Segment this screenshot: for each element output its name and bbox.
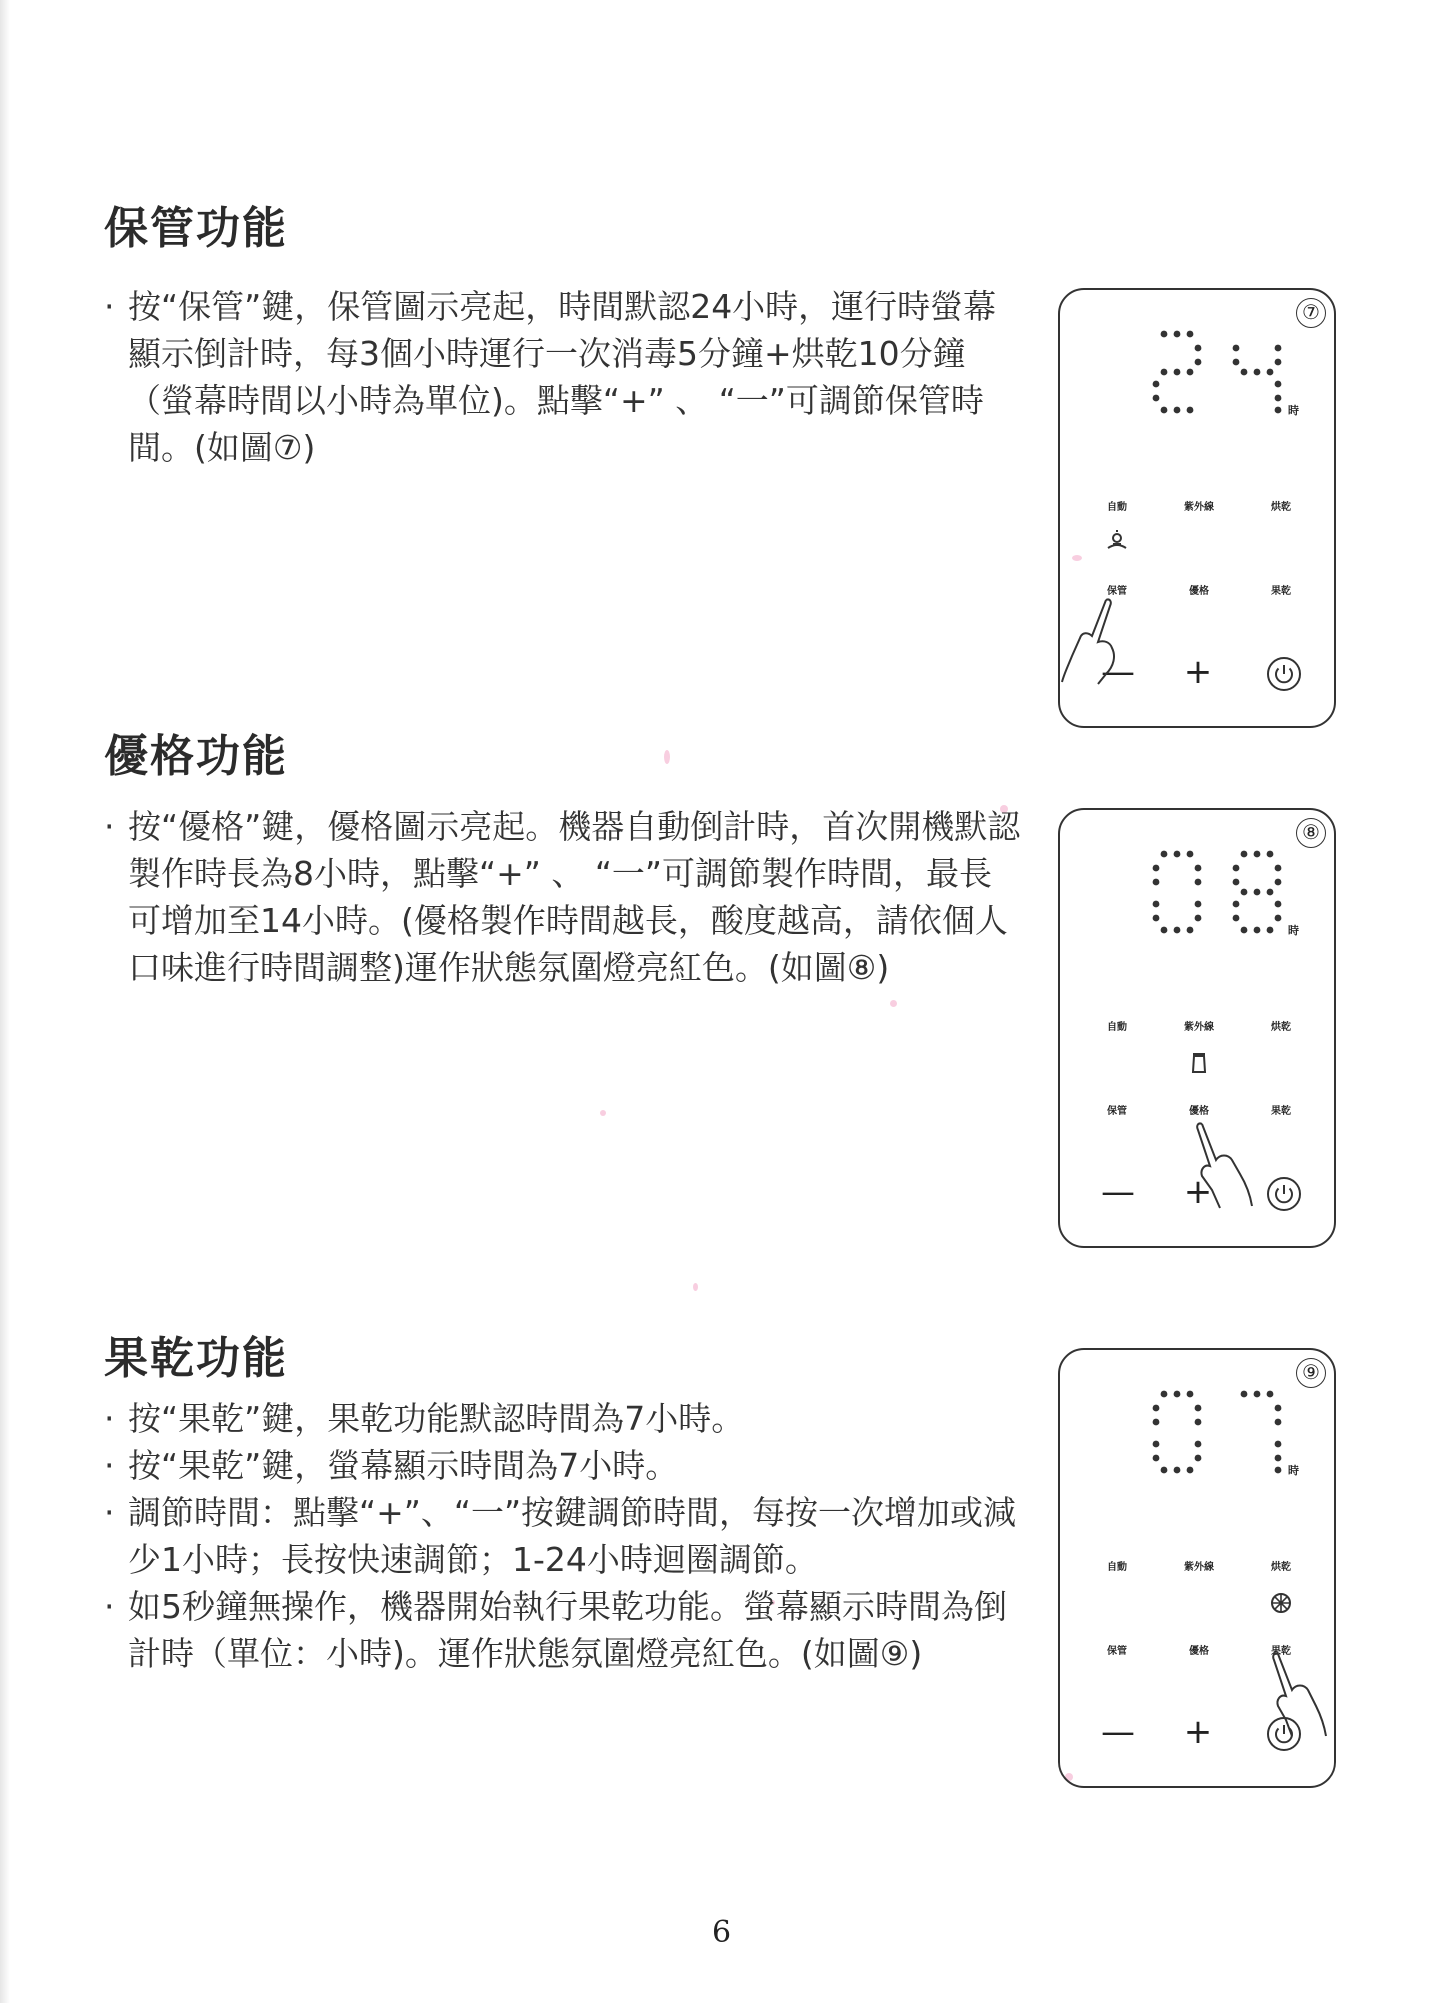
control-panel-fig9 [1058,1348,1336,1788]
yogurt-label[interactable]: 優格 [1189,1646,1209,1657]
power-button[interactable] [1266,656,1302,692]
dried-fruit-label[interactable]: 果乾 [1271,1106,1291,1117]
finger-pointer-icon [1268,1650,1338,1740]
ink-stain [664,750,670,764]
ink-stain [600,1110,606,1116]
storage-label[interactable]: 保管 [1107,586,1127,597]
section-text-dried-fruit [104,1395,1024,1677]
section-text-yogurt [104,803,1024,991]
section-title-storage: 保管功能 [104,203,288,254]
dry-label[interactable]: 烘乾 [1271,502,1291,513]
storage-label[interactable]: 保管 [1107,1106,1127,1117]
dried-fruit-label[interactable]: 果乾 [1271,586,1291,597]
hour-unit-label: 時 [1288,1464,1299,1477]
minus-button[interactable]: — [1101,652,1135,692]
control-panel-fig8 [1058,808,1336,1248]
bullet-item: · 如5秒鐘無操作，機器開始執行果乾功能。螢幕顯示時間為倒計時（單位：小時)。運作狀態氛圍燈亮紅色。(如圖⑨) [104,1583,1024,1677]
page-number: 6 [711,1915,732,1950]
dry-label[interactable]: 烘乾 [1271,1562,1291,1573]
bullet-item: · 按“優格”鍵，優格圖示亮起。機器自動倒計時，首次開機默認製作時長為8小時，點擊“+” 、 “一”可調節製作時間，最長可增加至14小時。(優格製作時間越長，酸度越高，請依個人口味進行時間調整)運作狀態氛圍燈亮紅色。(如圖⑧) [104,803,1024,991]
finger-pointer-icon [1058,596,1128,686]
scan-edge [0,0,10,2003]
yogurt-label[interactable]: 優格 [1189,586,1209,597]
bullet-item: · 調節時間：點擊“+”、“一”按鍵調節時間，每按一次增加或減少1小時；長按快速調節；1-24小時迴圈調節。 [104,1489,1024,1583]
uv-label[interactable]: 紫外線 [1184,1562,1214,1573]
yogurt-label[interactable]: 優格 [1189,1106,1209,1117]
minus-button[interactable]: — [1101,1712,1135,1752]
control-panel-fig7 [1058,288,1336,728]
figure-number: ⑨ [1296,1358,1326,1388]
dot-matrix-display [1148,1388,1288,1478]
dry-label[interactable]: 烘乾 [1271,1022,1291,1033]
section-title-yogurt: 優格功能 [104,731,288,782]
section-text-storage [104,283,1024,471]
figure-number: ⑦ [1296,298,1326,328]
minus-button[interactable]: — [1101,1172,1135,1212]
uv-label[interactable]: 紫外線 [1184,502,1214,513]
hour-unit-label: 時 [1288,404,1299,417]
yogurt-jar-icon [1186,1050,1212,1076]
plus-button[interactable]: + [1183,1172,1213,1212]
storage-label[interactable]: 保管 [1107,1646,1127,1657]
section-title-dried-fruit: 果乾功能 [104,1333,288,1384]
bullet-item: · 按“果乾”鍵，果乾功能默認時間為7小時。 [104,1395,1024,1442]
power-button[interactable] [1266,1176,1302,1212]
dot-matrix-display [1148,328,1288,418]
uv-label[interactable]: 紫外線 [1184,1022,1214,1033]
hour-unit-label: 時 [1288,924,1299,937]
plus-button[interactable]: + [1183,1712,1213,1752]
dot-matrix-display [1148,848,1288,938]
bullet-item: · 按“保管”鍵，保管圖示亮起，時間默認24小時，運行時螢幕顯示倒計時，每3個小時運行一次消毒5分鐘+烘乾10分鐘（螢幕時間以小時為單位)。點擊“+” 、 “一”可調節保管時間。(如圖⑦) [104,283,1024,471]
ink-stain [693,1283,698,1291]
figure-number: ⑧ [1296,818,1326,848]
auto-label[interactable]: 自動 [1107,1562,1127,1573]
storage-icon [1104,528,1130,554]
bullet-item: · 按“果乾”鍵，螢幕顯示時間為7小時。 [104,1442,1024,1489]
auto-label[interactable]: 自動 [1107,502,1127,513]
plus-button[interactable]: + [1183,652,1213,692]
finger-pointer-icon [1190,1120,1260,1210]
auto-label[interactable]: 自動 [1107,1022,1127,1033]
fruit-slice-icon [1268,1590,1294,1616]
dried-fruit-label[interactable]: 果乾 [1271,1646,1291,1657]
ink-stain [890,1000,897,1007]
